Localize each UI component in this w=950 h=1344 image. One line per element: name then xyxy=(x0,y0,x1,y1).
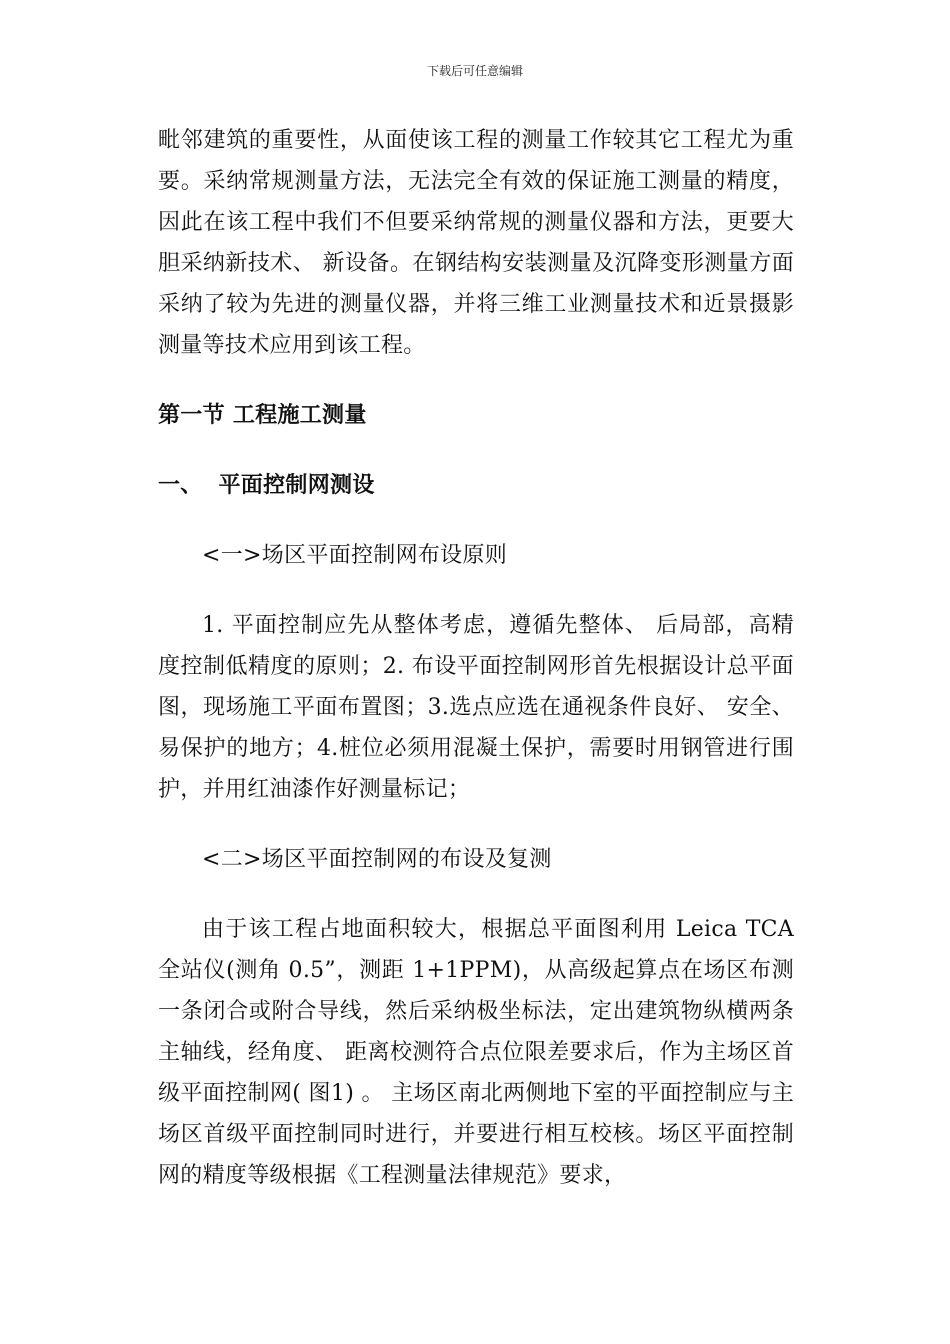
item1-paragraph: 1. 平面控制应先从整体考虑，遵循先整体、 后局部，高精度控制低精度的原则；2. 布设平面控制网形首先根据设计总平面图，现场施工平面布置图；3.选点应选在通视条件良好、 安全、 易保护的地方；4.桩位必须用混凝土保护，需要时用钢管进行围护，并用红油漆作好测量标记； xyxy=(158,613,794,802)
item1-title: <一>场区平面控制网布设原则 xyxy=(202,543,508,568)
intro-paragraph: 毗邻建筑的重要性，从面使该工程的测量工作较其它工程尤为重要。采纳常规测量方法，无法完全有效的保证施工测量的精度，因此在该工程中我们不但要采纳常规的测量仪器和方法，更要大胆采纳新技术、 新设备。在钢结构安装测量及沉降变形测量方面采纳了较为先进的测量仪器，并将三维工业测量技术和近景摄影测量等技术应用到该工程。 xyxy=(158,128,794,358)
section-title: 第一节 工程施工测量 xyxy=(158,403,367,428)
subsection-title: 一、 平面控制网测设 xyxy=(158,473,375,498)
item2-paragraph: 由于该工程占地面积较大，根据总平面图利用 Leica TCA 全站仪(测角 0.5”，测距 1+1PPM)，从高级起算点在场区布测一条闭合或附合导线，然后采纳极坐标法，定出建筑物纵横两条主轴线，经角度、 距离校测符合点位限差要求后，作为主场区首级平面控制网( 图1) 。 主场区南北两侧地下室的平面控制应与主场区首级平面控制同时进行，并要进行相互校核。场区平面控制网的精度等级根据《工程测量法律规范》要求， xyxy=(158,917,794,1188)
document-body xyxy=(158,120,794,1196)
item2-title: <二>场区平面控制网的布设及复测 xyxy=(202,847,552,872)
page-header: 下载后可任意编辑 xyxy=(426,64,523,78)
